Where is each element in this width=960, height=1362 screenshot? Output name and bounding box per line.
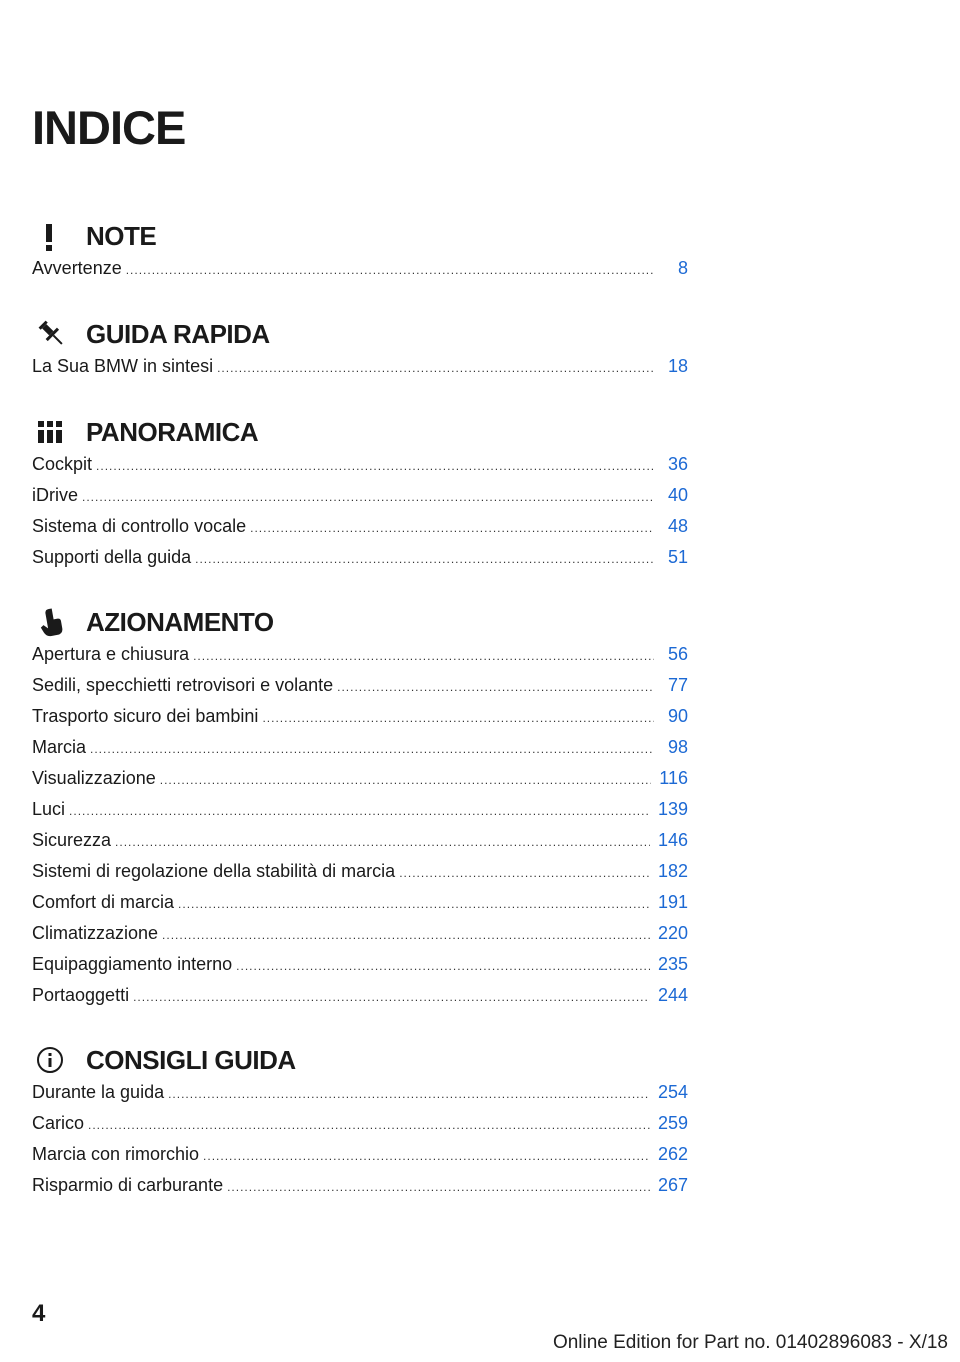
toc-entry-label: Cockpit <box>32 454 93 474</box>
section-panoramica <box>32 410 688 578</box>
page-number: 4 <box>32 1300 46 1327</box>
section-guida-rapida <box>32 312 688 387</box>
toc-entry-label: Sistemi di regolazione della stabilità di marcia <box>32 861 396 881</box>
toc-entry-label: Apertura e chiusura <box>32 644 190 664</box>
toc-entry[interactable] <box>32 706 688 737</box>
grid-icon <box>32 416 72 448</box>
toc-entry[interactable] <box>32 737 688 768</box>
toc-entry-label: Sedili, specchietti retrovisori e volante <box>32 675 334 695</box>
toc-entry-label: iDrive <box>32 485 79 505</box>
dot-leader <box>168 1087 650 1101</box>
toc-entry-label: Comfort di marcia <box>32 892 175 912</box>
hand-pointer-icon <box>32 606 72 638</box>
toc-entry[interactable] <box>32 830 688 861</box>
toc-entry-label: Visualizzazione <box>32 768 156 788</box>
dot-leader <box>227 1180 650 1194</box>
toc-entry-page[interactable]: 8 <box>677 258 688 278</box>
toc-entry[interactable] <box>32 861 688 892</box>
footer-edition-note: Online Edition for Part no. 01402896083 - X/18 <box>552 1332 948 1353</box>
toc-entry-page[interactable]: 77 <box>667 675 688 695</box>
toc-entry-page[interactable]: 220 <box>657 923 688 943</box>
dot-leader <box>96 459 654 473</box>
section-header <box>32 312 688 356</box>
toc-entry-label: Risparmio di carburante <box>32 1175 224 1195</box>
dot-leader <box>88 1118 650 1132</box>
exclamation-icon <box>32 220 72 252</box>
section-title: AZIONAMENTO <box>86 606 274 637</box>
toc-entry[interactable] <box>32 768 688 799</box>
toc-entry-page[interactable]: 191 <box>657 892 688 912</box>
toc-entry-page[interactable]: 90 <box>667 706 688 726</box>
toc-entry-page[interactable]: 244 <box>657 985 688 1005</box>
toc-entry-label: La Sua BMW in sintesi <box>32 356 214 376</box>
toc-entry[interactable] <box>32 1175 688 1206</box>
toc-entry[interactable] <box>32 985 688 1016</box>
dot-leader <box>217 361 654 375</box>
toc-entry-label: Marcia <box>32 737 87 757</box>
toc-entry[interactable] <box>32 1113 688 1144</box>
toc-entry-page[interactable]: 116 <box>659 768 688 788</box>
toc-entry-page[interactable]: 139 <box>657 799 688 819</box>
section-note <box>32 214 688 289</box>
dot-leader <box>203 1149 650 1163</box>
toc-entry-label: Marcia con rimorchio <box>32 1144 200 1164</box>
dot-leader <box>337 680 654 694</box>
toc-entry[interactable] <box>32 516 688 547</box>
toc-entry[interactable] <box>32 1144 688 1175</box>
section-header <box>32 1038 688 1082</box>
toc-entry-page[interactable]: 146 <box>657 830 688 850</box>
toc-entry-page[interactable]: 18 <box>667 356 688 376</box>
toc-entry-label: Supporti della guida <box>32 547 192 567</box>
section-title: CONSIGLI GUIDA <box>86 1044 296 1075</box>
section-title: GUIDA RAPIDA <box>86 318 270 349</box>
toc-entry-label: Avvertenze <box>32 258 122 278</box>
dot-leader <box>82 490 654 504</box>
toc-entry[interactable] <box>32 1082 688 1113</box>
toc-entry-page[interactable]: 36 <box>667 454 688 474</box>
pushpin-icon <box>32 318 72 350</box>
toc-entry[interactable] <box>32 644 688 675</box>
toc-entry-label: Luci <box>32 799 66 819</box>
dot-leader <box>250 521 654 535</box>
section-title: PANORAMICA <box>86 416 259 447</box>
toc-entry-page[interactable]: 48 <box>667 516 688 536</box>
toc-entry-page[interactable]: 262 <box>657 1144 688 1164</box>
dot-leader <box>399 866 650 880</box>
dot-leader <box>262 711 654 725</box>
toc-entry-page[interactable]: 56 <box>667 644 688 664</box>
toc-entry[interactable] <box>32 892 688 923</box>
toc-entry[interactable] <box>32 356 688 387</box>
section-header <box>32 214 688 258</box>
dot-leader <box>69 804 650 818</box>
toc-entry[interactable] <box>32 954 688 985</box>
dot-leader <box>193 649 654 663</box>
toc-entry[interactable] <box>32 923 688 954</box>
toc-entry-label: Trasporto sicuro dei bambini <box>32 706 259 726</box>
dot-leader <box>178 897 650 911</box>
dot-leader <box>236 959 650 973</box>
section-header <box>32 600 688 644</box>
toc-entry-label: Sicurezza <box>32 830 112 850</box>
dot-leader <box>162 928 650 942</box>
dot-leader <box>115 835 650 849</box>
toc-entry-page[interactable]: 254 <box>657 1082 688 1102</box>
toc-entry-page[interactable]: 267 <box>657 1175 688 1195</box>
toc-entry-label: Durante la guida <box>32 1082 165 1102</box>
page-title: INDICE <box>32 101 186 154</box>
section-azionamento <box>32 600 688 1016</box>
toc-entry-label: Portaoggetti <box>32 985 130 1005</box>
toc-entry[interactable] <box>32 485 688 516</box>
section-title: NOTE <box>86 220 157 251</box>
toc-entry-page[interactable]: 98 <box>667 737 688 757</box>
section-consigli-guida <box>32 1038 688 1206</box>
toc-entry-label: Climatizzazione <box>32 923 159 943</box>
toc-entry-page[interactable]: 51 <box>667 547 688 567</box>
dot-leader <box>195 552 654 566</box>
toc-entry-label: Sistema di controllo vocale <box>32 516 247 536</box>
info-circle-icon <box>32 1044 72 1076</box>
dot-leader <box>126 263 654 277</box>
toc-entry[interactable] <box>32 799 688 830</box>
toc-entry-page[interactable]: 259 <box>657 1113 688 1133</box>
dot-leader <box>90 742 654 756</box>
toc-entry[interactable] <box>32 547 688 578</box>
dot-leader <box>133 990 650 1004</box>
toc-entry[interactable] <box>32 258 688 289</box>
toc-entry[interactable] <box>32 675 688 706</box>
toc-entry-label: Carico <box>32 1113 85 1133</box>
toc-entry-page[interactable]: 182 <box>657 861 688 881</box>
toc-entry-label: Equipaggiamento interno <box>32 954 233 974</box>
dot-leader <box>160 773 652 787</box>
toc-entry[interactable] <box>32 454 688 485</box>
toc-entry-page[interactable]: 40 <box>667 485 688 505</box>
toc-entry-page[interactable]: 235 <box>657 954 688 974</box>
section-header <box>32 410 688 454</box>
